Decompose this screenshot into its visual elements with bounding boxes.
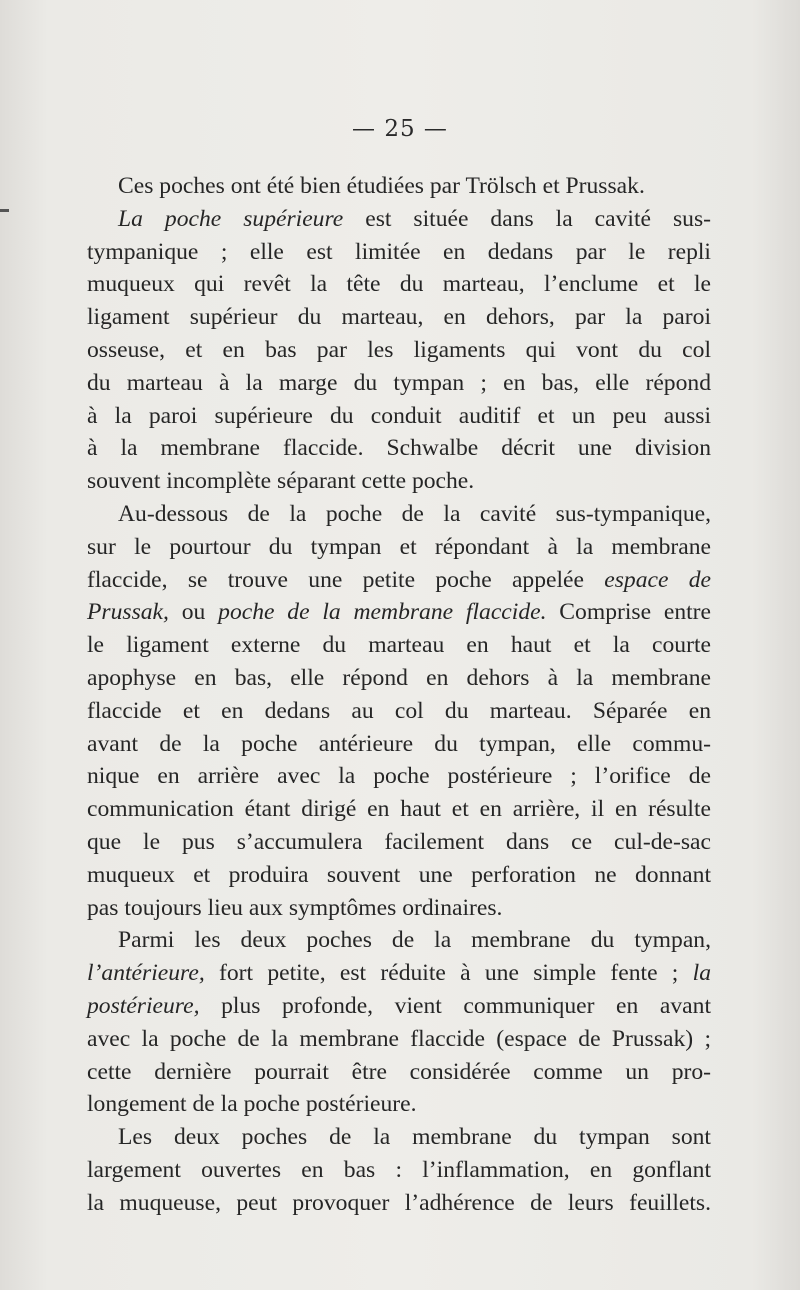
text-run: muqueux qui revêt la tête du marteau, l’enclume et le bbox=[87, 271, 711, 298]
text-run: Parmi les deux poches de la membrane du tympan, bbox=[118, 927, 711, 954]
text-line bbox=[87, 695, 711, 728]
italic-run: la bbox=[692, 960, 711, 987]
text-run: ou bbox=[168, 599, 219, 626]
text-line bbox=[87, 924, 711, 957]
page-number: — 25 — bbox=[352, 116, 448, 142]
text-run: avec la poche de la membrane flaccide (espace de Prussak) ; bbox=[87, 1025, 711, 1052]
text-run: apophyse en bas, elle répond en dehors à la membrane bbox=[87, 664, 711, 691]
text-run: ligament supérieur du marteau, en dehors, par la paroi bbox=[87, 304, 711, 331]
italic-run: postérieure, bbox=[87, 992, 200, 1019]
text-run: nique en arrière avec la poche postérieure ; l’orifice de bbox=[87, 763, 711, 790]
text-line bbox=[87, 760, 711, 793]
italic-run: l’antérieure, bbox=[87, 960, 205, 987]
text-line bbox=[87, 1187, 711, 1220]
text-run: muqueux et produira souvent une perforation ne donnant bbox=[87, 861, 711, 888]
text-run: cette dernière pourrait être considérée comme un pro- bbox=[87, 1058, 711, 1085]
text-line bbox=[87, 564, 711, 597]
text-run: osseuse, et en bas par les ligaments qui vont du col bbox=[87, 336, 711, 363]
text-run: la muqueuse, peut provoquer l’adhérence de leurs feuillets. bbox=[87, 1189, 711, 1216]
text-run: sur le pourtour du tympan et répondant à la membrane bbox=[87, 533, 711, 560]
paragraph bbox=[87, 498, 711, 924]
text-run: flaccide et en dedans au col du marteau. Séparée en bbox=[87, 697, 711, 724]
italic-run: Prussak, bbox=[87, 599, 169, 626]
text-run: Au-dessous de la poche de la cavité sus-tympanique, bbox=[118, 500, 711, 527]
text-line bbox=[87, 957, 711, 990]
text-line bbox=[87, 170, 711, 203]
text-run: avant de la poche antérieure du tympan, elle commu- bbox=[87, 730, 711, 757]
text-run: pas toujours lieu aux symptômes ordinaires. bbox=[87, 894, 503, 921]
text-line bbox=[87, 432, 711, 465]
margin-mark bbox=[0, 209, 9, 212]
text-line bbox=[87, 1154, 711, 1187]
text-line bbox=[87, 859, 711, 892]
text-line bbox=[87, 367, 711, 400]
text-line bbox=[87, 531, 711, 564]
text-line bbox=[87, 268, 711, 301]
text-run: communication étant dirigé en haut et en arrière, il en résulte bbox=[87, 796, 711, 823]
italic-run: La poche supérieure bbox=[118, 205, 344, 232]
text-run: que le pus s’accumulera facilement dans ce cul-de-sac bbox=[87, 828, 711, 855]
text-run: du marteau à la marge du tympan ; en bas, elle répond bbox=[87, 369, 711, 396]
text-line bbox=[87, 728, 711, 761]
text-run: plus profonde, vient communiquer en avant bbox=[199, 992, 711, 1019]
text-line bbox=[87, 1121, 711, 1154]
text-run: largement ouvertes en bas : l’inflammation, en gonflant bbox=[87, 1156, 711, 1183]
text-run: fort petite, est réduite à une simple fente ; bbox=[204, 960, 693, 987]
text-run: Les deux poches de la membrane du tympan sont bbox=[118, 1124, 711, 1151]
paragraph bbox=[87, 924, 711, 1121]
text-line bbox=[87, 236, 711, 269]
text-line bbox=[87, 892, 711, 925]
text-line bbox=[87, 826, 711, 859]
text-run: le ligament externe du marteau en haut et la courte bbox=[87, 632, 711, 659]
paragraph bbox=[87, 203, 711, 498]
text-run: flaccide, se trouve une petite poche appelée bbox=[87, 566, 605, 593]
text-line bbox=[87, 1023, 711, 1056]
text-run: à la membrane flaccide. Schwalbe décrit une division bbox=[87, 435, 711, 462]
text-line bbox=[87, 301, 711, 334]
paragraph bbox=[87, 1121, 711, 1219]
text-run: Ces poches ont été bien étudiées par Trölsch et Prussak. bbox=[118, 173, 645, 199]
text-line bbox=[87, 793, 711, 826]
text-line bbox=[87, 1088, 711, 1121]
italic-run: poche de la membrane flaccide. bbox=[218, 599, 547, 626]
text-run: longement de la poche postérieure. bbox=[87, 1091, 417, 1118]
text-line bbox=[87, 203, 711, 236]
text-line bbox=[87, 662, 711, 695]
text-line bbox=[87, 400, 711, 433]
text-run: Comprise entre bbox=[546, 599, 712, 626]
text-run: à la paroi supérieure du conduit auditif et un peu aussi bbox=[87, 402, 711, 429]
text-line bbox=[87, 1056, 711, 1089]
text-run: souvent incomplète séparant cette poche. bbox=[87, 468, 475, 495]
italic-run: espace de bbox=[604, 566, 712, 593]
body-text bbox=[87, 170, 711, 1220]
text-line bbox=[87, 465, 711, 498]
paragraph bbox=[87, 170, 711, 203]
text-line bbox=[87, 498, 711, 531]
text-run: tympanique ; elle est limitée en dedans par le repli bbox=[87, 238, 711, 265]
text-line bbox=[87, 596, 711, 629]
text-line bbox=[87, 334, 711, 367]
text-line bbox=[87, 990, 711, 1023]
text-line bbox=[87, 629, 711, 662]
text-run: est située dans la cavité sus- bbox=[343, 205, 711, 232]
